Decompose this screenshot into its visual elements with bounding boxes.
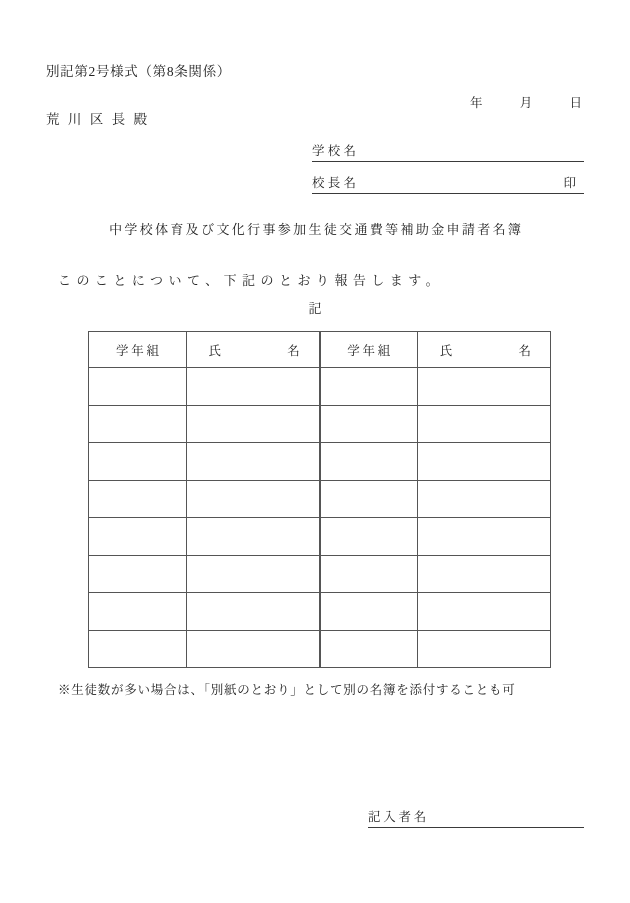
table-cell-name[interactable] <box>187 443 320 481</box>
table-cell-grade[interactable] <box>89 630 187 668</box>
table-row <box>89 443 551 481</box>
table-cell-name[interactable] <box>418 555 551 593</box>
form-code-label: 別記第2号様式（第8条関係） <box>46 64 231 79</box>
table-cell-name[interactable] <box>187 630 320 668</box>
table-row <box>89 368 551 406</box>
writer-name-field[interactable] <box>368 806 584 828</box>
table-cell-grade[interactable] <box>89 593 187 631</box>
table-header-row <box>89 332 551 368</box>
header-text: 氏 名 <box>439 343 545 358</box>
table-cell-name[interactable] <box>418 405 551 443</box>
column-header-grade-2 <box>320 332 418 368</box>
roster-table <box>88 331 551 668</box>
header-text: 学年組 <box>347 343 393 358</box>
footnote-text: ※生徒数が多い場合は、「別紙のとおり」として別の名簿を添付することも可 <box>58 683 516 697</box>
ki-mark: 記 <box>308 301 322 316</box>
body-sentence: このことについて、下記のとおり報告します。 <box>58 273 445 288</box>
table-row <box>89 630 551 668</box>
column-header-name-2 <box>418 332 551 368</box>
month-label: 月 <box>519 96 533 110</box>
table-cell-name[interactable] <box>187 368 320 406</box>
table-cell-grade[interactable] <box>320 405 418 443</box>
date-line <box>470 93 582 111</box>
seal-mark-icon: 印 <box>563 176 576 190</box>
table-cell-grade[interactable] <box>320 443 418 481</box>
school-name-field[interactable] <box>312 140 584 162</box>
table-cell-grade[interactable] <box>320 480 418 518</box>
table-cell-name[interactable] <box>418 518 551 556</box>
header-text: 学年組 <box>115 343 162 358</box>
column-header-name-1 <box>187 332 320 368</box>
page-title: 中学校体育及び文化行事参加生徒交通費等補助金申請者名簿 <box>109 222 524 237</box>
table-cell-grade[interactable] <box>320 593 418 631</box>
principal-name-label: 校長名 <box>312 176 360 190</box>
table-cell-name[interactable] <box>418 630 551 668</box>
table-cell-name[interactable] <box>418 368 551 406</box>
table-cell-name[interactable] <box>418 593 551 631</box>
table-cell-grade[interactable] <box>320 555 418 593</box>
day-label: 日 <box>569 96 582 110</box>
header-text: 氏 名 <box>208 343 314 358</box>
table-cell-grade[interactable] <box>89 555 187 593</box>
table-cell-name[interactable] <box>187 555 320 593</box>
table-cell-grade[interactable] <box>89 405 187 443</box>
table-cell-grade[interactable] <box>320 368 418 406</box>
table-cell-name[interactable] <box>187 405 320 443</box>
table-row <box>89 480 551 518</box>
addressee-label: 荒川区長殿 <box>46 112 156 127</box>
year-label: 年 <box>470 96 483 110</box>
table-row <box>89 518 551 556</box>
table-row <box>89 405 551 443</box>
table-cell-grade[interactable] <box>320 630 418 668</box>
roster-table-body <box>89 368 551 668</box>
table-cell-name[interactable] <box>187 593 320 631</box>
table-cell-grade[interactable] <box>89 518 187 556</box>
table-row <box>89 593 551 631</box>
table-cell-name[interactable] <box>418 443 551 481</box>
table-cell-name[interactable] <box>418 480 551 518</box>
table-cell-grade[interactable] <box>89 443 187 481</box>
column-header-grade-1 <box>89 332 187 368</box>
school-name-label: 学校名 <box>312 144 360 158</box>
table-cell-grade[interactable] <box>89 368 187 406</box>
table-cell-name[interactable] <box>187 518 320 556</box>
table-cell-name[interactable] <box>187 480 320 518</box>
table-cell-grade[interactable] <box>320 518 418 556</box>
table-row <box>89 555 551 593</box>
principal-name-field[interactable] <box>312 172 584 194</box>
table-cell-grade[interactable] <box>89 480 187 518</box>
writer-name-label: 記入者名 <box>368 810 430 824</box>
